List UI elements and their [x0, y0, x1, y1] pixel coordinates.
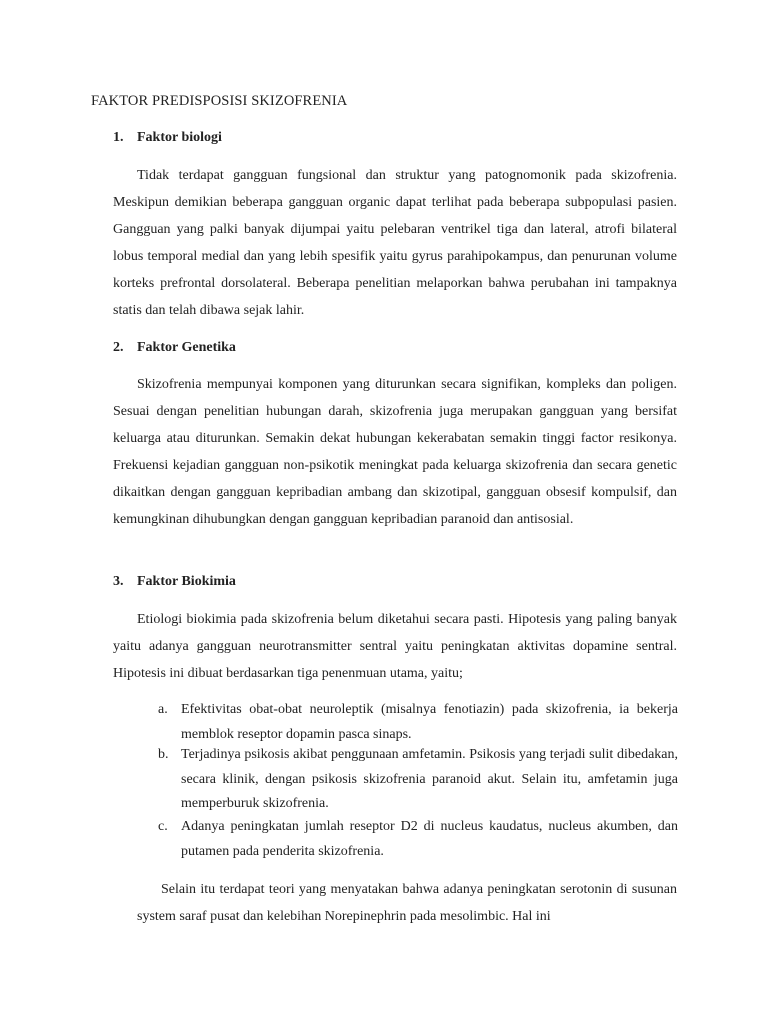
section-closing-paragraph: Selain itu terdapat teori yang menyatakan bahwa adanya peningkatan serotonin di susunan system saraf pusat dan kelebihan Norepinephrin pada mesolimbic. Hal ini: [137, 882, 677, 924]
list-marker: b.: [158, 747, 169, 762]
section-heading-text: Faktor Biokimia: [137, 574, 236, 589]
section-heading-biologi: [113, 130, 222, 146]
list-item-text: Terjadinya psikosis akibat penggunaan amfetamin. Psikosis yang terjadi sulit dibedakan, secara klinik, dengan psikosis skizofrenia paranoid akut. Selain itu, amfetamin juga memperburuk skizofrenia.: [181, 747, 678, 811]
list-item: [158, 698, 678, 747]
section-heading-genetika: [113, 340, 236, 356]
section-paragraph-genetika: Skizofrenia mempunyai komponen yang diturunkan secara signifikan, kompleks dan poligen. Sesuai dengan penelitian hubungan darah, skizofrenia juga merupakan gangguan yang bersifat keluarga atau diturunkan. Semakin dekat hubungan kekerabatan semakin tinggi factor resikonya. Frekuensi kejadian gangguan non-psikotik meningkat pada keluarga skizofrenia dan secara genetic dikaitkan dengan gangguan kepribadian ambang dan skizotipal, gangguan obsesif kompulsif, dan kemungkinan dihubungkan dengan gangguan kepribadian paranoid dan antisosial.: [113, 377, 677, 527]
section-heading-biokimia: [113, 574, 236, 590]
list-item-text: Efektivitas obat-obat neuroleptik (misalnya fenotiazin) pada skizofrenia, ia bekerja memblok reseptor dopamin pasca sinaps.: [181, 702, 678, 742]
section-heading-text: Faktor Genetika: [137, 340, 236, 355]
list-item: [158, 743, 678, 817]
section-number: 2.: [113, 340, 124, 355]
section-paragraph-biologi: Tidak terdapat gangguan fungsional dan struktur yang patognomonik pada skizofrenia. Meskipun demikian beberapa gangguan organic dapat terlihat pada beberapa subpopulasi pasien. Gangguan yang palki banyak dijumpai yaitu pelebaran ventrikel tiga dan lateral, atrofi bilateral lobus temporal medial dan yang lebih spesifik yaitu gyrus parahipokampus, dan penurunan volume korteks prefrontal dorsolateral. Beberapa penelitian melaporkan bahwa perubahan ini tampaknya statis dan telah dibawa sejak lahir.: [113, 168, 677, 318]
section-paragraph-biokimia: Etiologi biokimia pada skizofrenia belum diketahui secara pasti. Hipotesis yang paling banyak yaitu adanya gangguan neurotransmitter sentral yaitu peningkatan aktivitas dopamine sentral. Hipotesis ini dibuat berdasarkan tiga penenmuan utama, yaitu;: [113, 612, 677, 681]
section-number: 1.: [113, 130, 124, 145]
list-item-text: Adanya peningkatan jumlah reseptor D2 di nucleus kaudatus, nucleus akumben, dan putamen pada penderita skizofrenia.: [181, 819, 678, 859]
list-marker: a.: [158, 702, 168, 717]
section-heading-text: Faktor biologi: [137, 130, 222, 145]
section-number: 3.: [113, 574, 124, 589]
document-title: FAKTOR PREDISPOSISI SKIZOFRENIA: [91, 93, 348, 109]
list-marker: c.: [158, 819, 168, 834]
list-item: [158, 815, 678, 864]
